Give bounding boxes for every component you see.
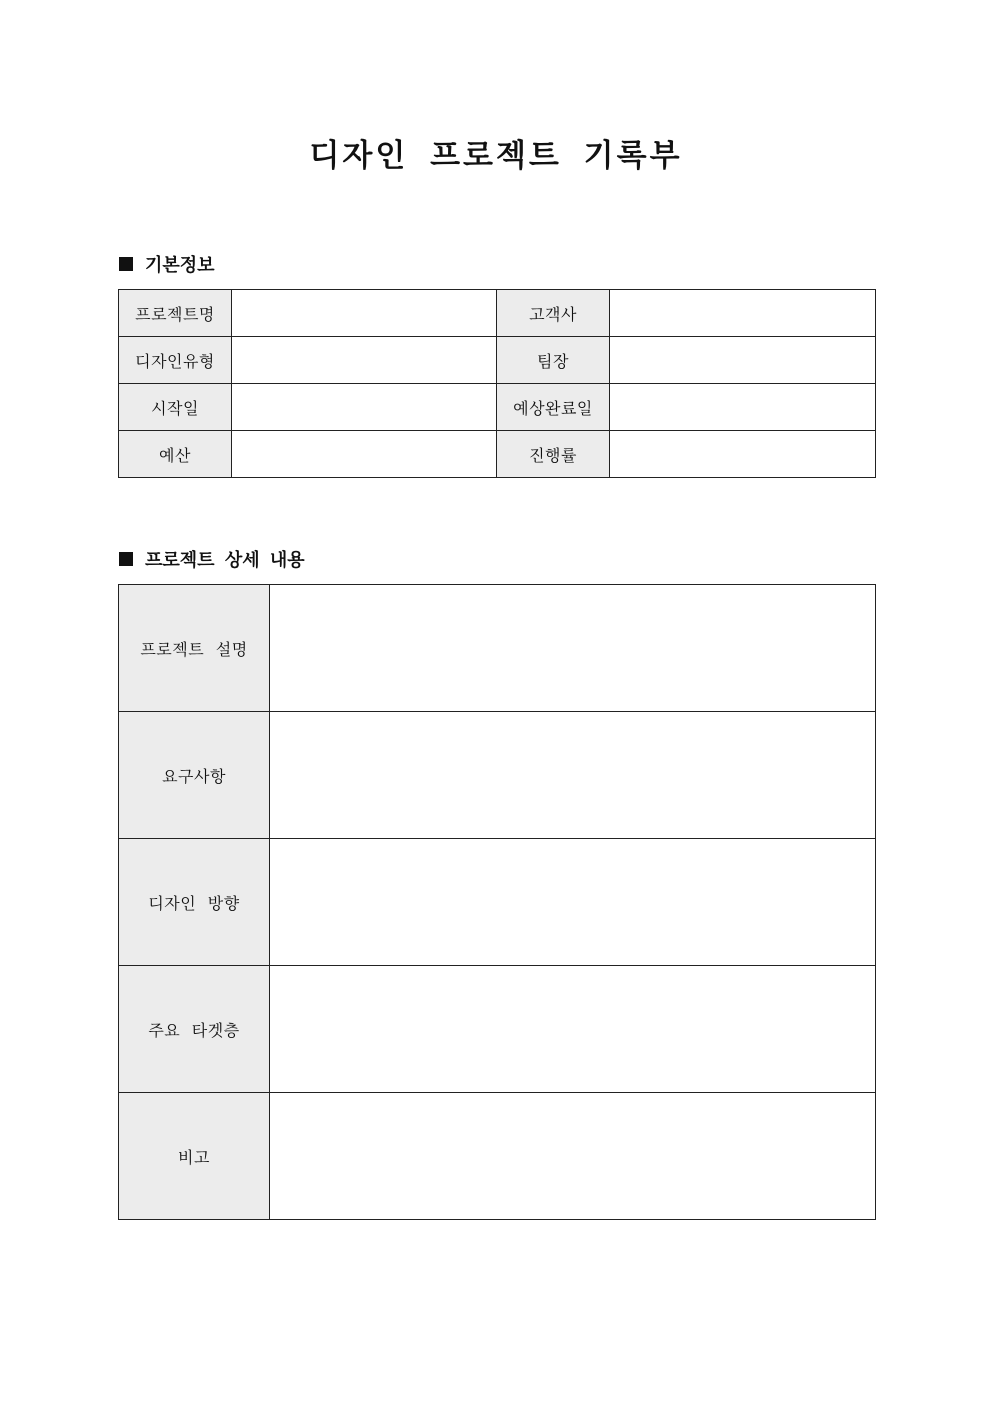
- client-field[interactable]: [610, 290, 876, 337]
- table-row: [119, 1093, 876, 1220]
- table-row: [119, 839, 876, 966]
- basic-info-heading: [119, 252, 215, 276]
- table-row: [119, 384, 876, 431]
- design-direction-label: 디자인 방향: [119, 839, 270, 966]
- project-description-label: 프로젝트 설명: [119, 585, 270, 712]
- budget-field[interactable]: [232, 431, 497, 478]
- expected-completion-field[interactable]: [610, 384, 876, 431]
- budget-label: 예산: [119, 431, 232, 478]
- table-row: [119, 966, 876, 1093]
- project-name-field[interactable]: [232, 290, 497, 337]
- start-date-field[interactable]: [232, 384, 497, 431]
- project-details-heading-text: 프로젝트 상세 내용: [145, 550, 305, 571]
- basic-info-table: [118, 289, 876, 478]
- project-description-field[interactable]: [270, 585, 876, 712]
- design-type-label: 디자인유형: [119, 337, 232, 384]
- basic-info-heading-text: 기본정보: [145, 255, 215, 276]
- table-row: [119, 585, 876, 712]
- start-date-label: 시작일: [119, 384, 232, 431]
- requirements-field[interactable]: [270, 712, 876, 839]
- team-lead-field[interactable]: [610, 337, 876, 384]
- square-bullet-icon: [119, 257, 133, 271]
- table-row: [119, 431, 876, 478]
- table-row: [119, 290, 876, 337]
- square-bullet-icon: [119, 552, 133, 566]
- document-title: 디자인 프로젝트 기록부: [309, 138, 683, 174]
- expected-completion-label: 예상완료일: [497, 384, 610, 431]
- progress-field[interactable]: [610, 431, 876, 478]
- table-row: [119, 712, 876, 839]
- project-details-table: [118, 584, 876, 1220]
- progress-label: 진행률: [497, 431, 610, 478]
- remarks-field[interactable]: [270, 1093, 876, 1220]
- target-audience-label: 주요 타겟층: [119, 966, 270, 1093]
- target-audience-field[interactable]: [270, 966, 876, 1093]
- project-name-label: 프로젝트명: [119, 290, 232, 337]
- design-type-field[interactable]: [232, 337, 497, 384]
- project-details-heading: [119, 547, 305, 571]
- remarks-label: 비고: [119, 1093, 270, 1220]
- design-direction-field[interactable]: [270, 839, 876, 966]
- requirements-label: 요구사항: [119, 712, 270, 839]
- team-lead-label: 팀장: [497, 337, 610, 384]
- client-label: 고객사: [497, 290, 610, 337]
- table-row: [119, 337, 876, 384]
